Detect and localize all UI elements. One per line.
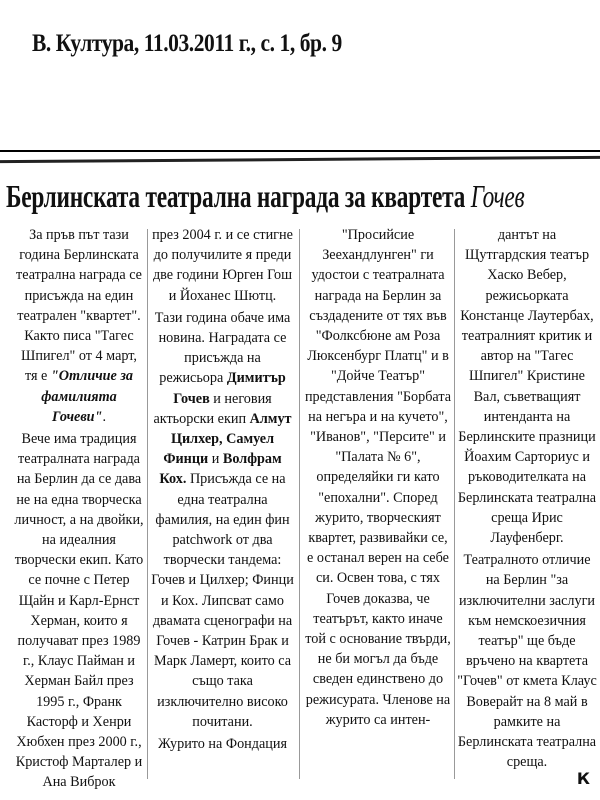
article-body: [14, 225, 597, 791]
column-divider: [454, 229, 455, 779]
column-3: [304, 225, 452, 780]
article-headline: [6, 178, 525, 215]
text-run: .: [102, 408, 106, 425]
text-emphasis: "Отличие за фамилията Гочеви": [41, 368, 134, 425]
text-run: и неговия актьорски екип: [153, 390, 272, 427]
text-run: Присъжда се на една театрална фамилия, на един фин patchwork от два творчески тандема: Гочев и Цилхер; Финци и Кох. Липсват само двамата сценографи на Гочев - Катрин Брак и Марк Ламерт, които са също така изключително високо почитани.: [151, 471, 294, 730]
column-2: [151, 225, 294, 780]
text-bold: Волфрам Кох.: [159, 451, 282, 488]
paragraph: Театралното отличие на Берлин "за изключителни заслуги към немскоезичния театър" ще бъде връчено на квартета "Гочев" от кмета Клаус Воверайт на 8 май в рамките на Берлинската театрална среща.: [457, 552, 597, 771]
paragraph: [151, 308, 294, 732]
source-citation: В. Култура, 11.03.2011 г., с. 1, бр. 9: [32, 30, 342, 57]
column-divider: [147, 229, 148, 779]
text-bold: Алмут Цилхер, Самуел Финци: [163, 410, 292, 468]
column-4: [457, 225, 597, 780]
paragraph: Журито на Фондация: [157, 736, 287, 753]
text-bold: Димитър Гочев: [173, 370, 286, 407]
paragraph: през 2004 г. и се стигне до получилите я преди две години Юрген Гош и Йоханес Шютц.: [152, 227, 293, 304]
text-run: За пръв път тази година Берлинската театрална награда се присъжда на един театрален "квартет". Както писа "Тагес Шпигел" от 4 март, тя е: [16, 227, 142, 385]
column-1: [14, 225, 144, 791]
headline-name: Гочев: [470, 178, 525, 214]
paragraph: "Просийсие Зеехандлунген" ги удостои с театралната награда на Берлин за създадените от тях във "Фолксбюне ам Роза Люксенбург Платц" и в "Дойче Театър" представления "Борбата на негъра и на кучето", "Иванов", "Персите" и "Палата № 6", определяйки ги като "епохални". Според журито, творческият квартет, развивайки се, е останал верен на себе си. Освен това, с тях Гочев доказва, че театърът, както иначе той с основание твърди, не би могъл да бъде сведен единствено до режисурата. Членове на журито са интен-: [304, 227, 452, 728]
corner-mark: К: [576, 769, 590, 788]
text-run: Тази година обаче има новина. Наградата се присъжда на режисьора: [154, 309, 291, 387]
headline-main: Берлинската театрална награда за квартета: [6, 178, 466, 214]
text-run: и: [208, 451, 223, 468]
paragraph: дантът на Щутгардския театър Хаско Вебер, режисьорката Констанце Лаутербах, театралният критик и автор на "Тагес Шпигел" Кристине Вал, съветващият интенданта на Берлинските празници Йоахим Сарториус и ръководителката на Берлинската театрална среща Ирис Лауфенберг.: [457, 227, 597, 547]
column-divider: [299, 229, 300, 779]
paragraph: [14, 225, 144, 427]
clipping-edge-rule: [0, 150, 600, 162]
paragraph: Вече има традиция театралната награда на Берлин да се дава не на една творческа личност, а на двойки, на идеалния творчески екип. Като се почне с Петер Щайн и Карл-Ернст Херман, които я получават през 1989 г., Клаус Пайман и Херман Байл през 1995 г., Франк Касторф и Хенри Хюбхен през 2000 г., Кристоф Марталер и Ана Виброк: [14, 431, 144, 791]
